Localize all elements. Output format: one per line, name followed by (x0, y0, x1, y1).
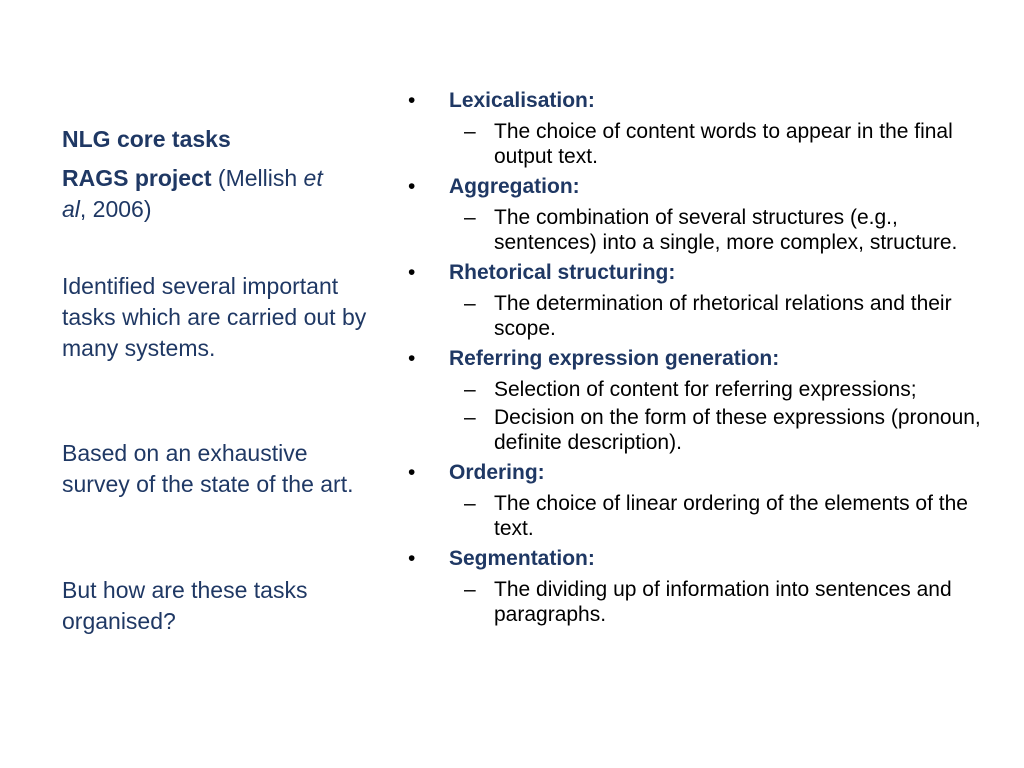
sub-item (406, 577, 986, 627)
sub-item (406, 405, 986, 455)
rags-citation (62, 163, 372, 225)
sub-item-text: The determination of rhetorical relations and their scope. (494, 292, 952, 340)
rags-project-label: RAGS project (62, 165, 212, 191)
bullet-title: Aggregation: (449, 175, 580, 198)
rags-et: et (303, 165, 323, 191)
slide-heading: NLG core tasks (62, 126, 231, 152)
dash-icon: – (464, 492, 476, 515)
sub-item-text: Selection of content for referring expressions; (494, 378, 917, 401)
rags-al: al (62, 196, 80, 222)
sub-item (406, 205, 986, 255)
bullet-aggregation (406, 172, 986, 255)
bullet-lexicalisation (406, 86, 986, 169)
bullet-segmentation (406, 544, 986, 627)
bullet-title: Rhetorical structuring: (449, 261, 676, 284)
bullet-dot-icon: • (408, 347, 416, 370)
sub-item (406, 491, 986, 541)
dash-icon: – (464, 120, 476, 143)
sub-item-text: The dividing up of information into sentences and paragraphs. (494, 578, 952, 626)
bullet-dot-icon: • (408, 175, 416, 198)
bullet-rhetorical-structuring (406, 258, 986, 341)
sub-item-text: The combination of several structures (e.g., sentences) into a single, more complex, structure. (494, 206, 958, 254)
rags-open: (Mellish (211, 165, 304, 191)
dash-icon: – (464, 378, 476, 401)
bullet-referring-expression (406, 344, 986, 455)
paragraph-identified: Identified several important tasks which are carried out by many systems. (62, 273, 367, 361)
dash-icon: – (464, 206, 476, 229)
bullet-title: Referring expression generation: (449, 347, 780, 370)
bullet-dot-icon: • (408, 89, 416, 112)
dash-icon: – (464, 406, 476, 429)
sub-item (406, 119, 986, 169)
bullet-dot-icon: • (408, 547, 416, 570)
dash-icon: – (464, 578, 476, 601)
bullet-title: Lexicalisation: (449, 89, 595, 112)
task-list (406, 86, 986, 630)
sub-item-text: Decision on the form of these expressions (pronoun, definite description). (494, 406, 981, 454)
left-column (62, 124, 372, 634)
sub-item-text: The choice of linear ordering of the elements of the text. (494, 492, 968, 540)
dash-icon: – (464, 292, 476, 315)
sub-item (406, 377, 986, 402)
bullet-ordering (406, 458, 986, 541)
bullet-dot-icon: • (408, 261, 416, 284)
rags-close: , 2006) (79, 196, 152, 222)
bullet-title: Segmentation: (449, 547, 595, 570)
bullet-dot-icon: • (408, 461, 416, 484)
sub-item (406, 291, 986, 341)
sub-item-text: The choice of content words to appear in the final output text. (494, 120, 953, 168)
paragraph-question: But how are these tasks organised? (62, 577, 308, 634)
paragraph-based-on: Based on an exhaustive survey of the state of the art. (62, 440, 354, 497)
bullet-title: Ordering: (449, 461, 545, 484)
